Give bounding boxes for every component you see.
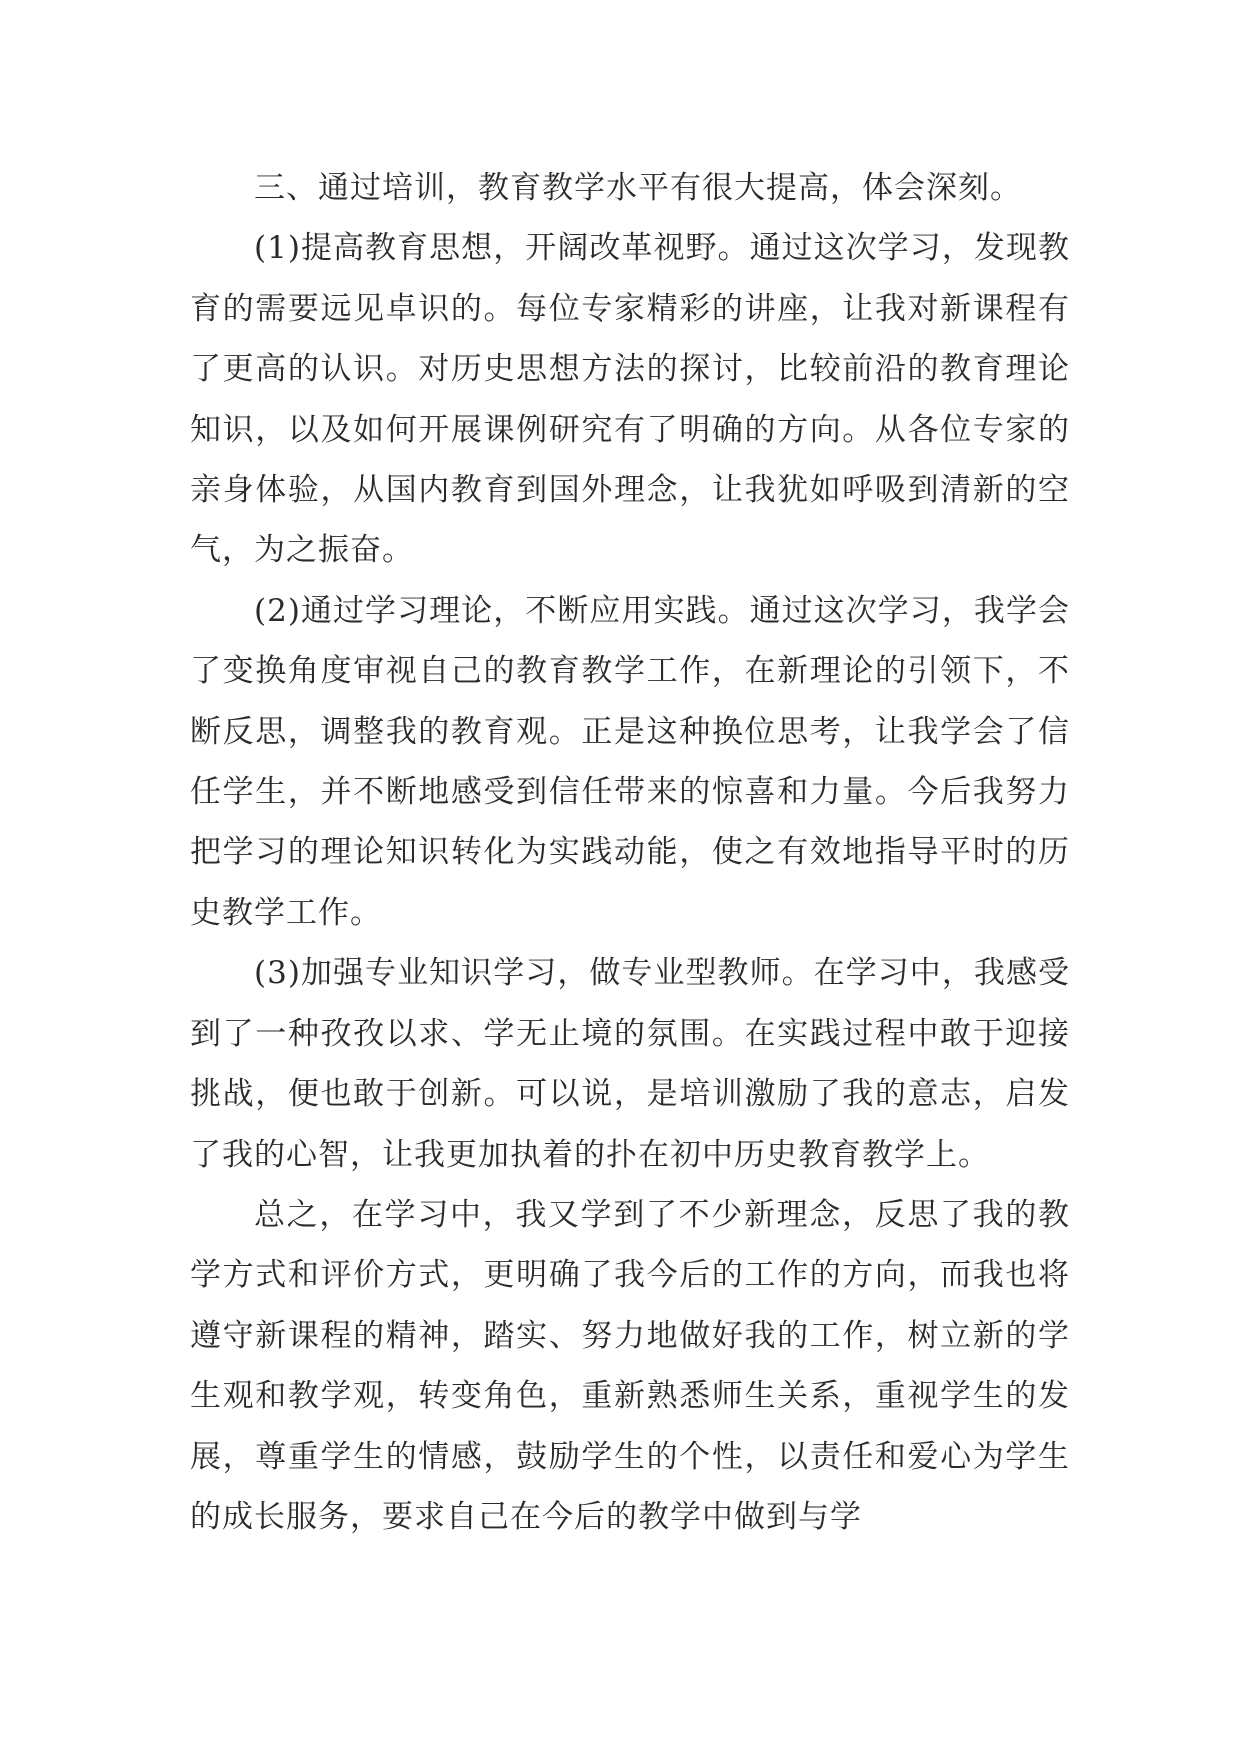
paragraph-3: (3)加强专业知识学习，做专业型教师。在学习中，我感受到了一种孜孜以求、学无止境的氛围。在实践过程中敢于迎接挑战，便也敢于创新。可以说，是培训激励了我的意志，启发了我的心智，让我更加执着的扑在初中历史教育教学上。 [190,955,1070,1173]
paragraph-2: (2)通过学习理论，不断应用实践。通过这次学习，我学会了变换角度审视自己的教育教学工作，在新理论的引领下，不断反思，调整我的教育观。正是这种换位思考，让我学会了信任学生，并不断地感受到信任带来的惊喜和力量。今后我努力把学习的理论知识转化为实践动能，使之有效地指导平时的历史教学工作。 [190,592,1070,931]
paragraph-1: (1)提高教育思想，开阔改革视野。通过这次学习，发现教育的需要远见卓识的。每位专家精彩的讲座，让我对新课程有了更高的认识。对历史思想方法的探讨，比较前沿的教育理论知识，以及如何开展课例研究有了明确的方向。从各位专家的亲身体验，从国内教育到国外理念，让我犹如呼吸到清新的空气，为之振奋。 [190,230,1070,569]
summary-paragraph: 总之，在学习中，我又学到了不少新理念，反思了我的教学方式和评价方式，更明确了我今后的工作的方向，而我也将遵守新课程的精神，踏实、努力地做好我的工作，树立新的学生观和教学观，转变角色，重新熟悉师生关系，重视学生的发展，尊重学生的情感，鼓励学生的个性，以责任和爱心为学生的成长服务，要求自己在今后的教学中做到与学 [190,1196,1070,1535]
document-body [190,158,1070,1547]
section-heading-paragraph: 三、通过培训，教育教学水平有很大提高，体会深刻。 [254,170,1022,206]
